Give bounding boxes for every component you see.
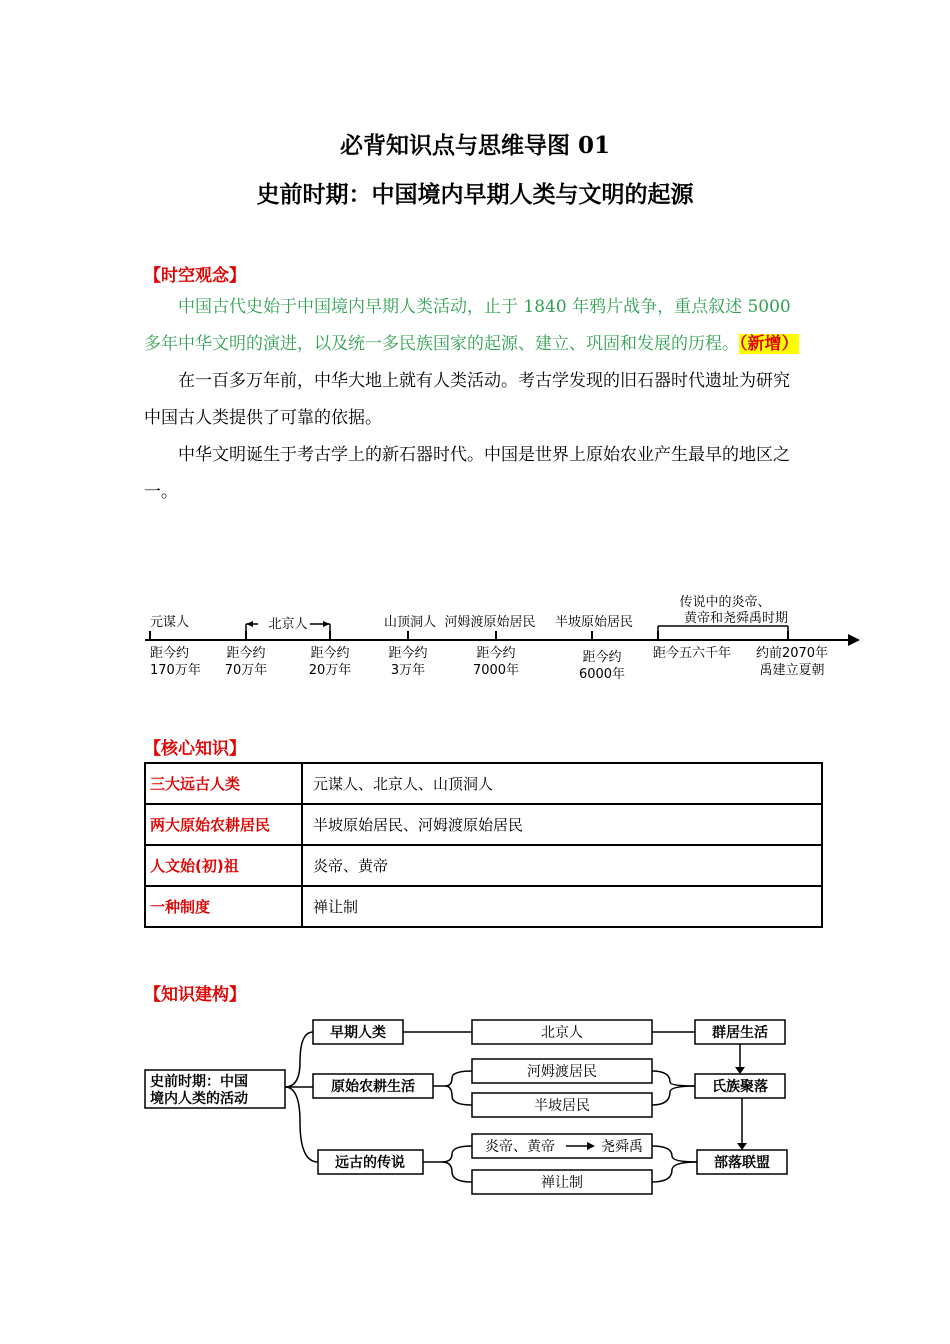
right-3-label: 部落联盟 xyxy=(714,1155,770,1171)
connector xyxy=(433,1071,472,1086)
spacetime-heading: 【时空观念】 xyxy=(144,266,246,286)
core-value: 半坡原始居民、河姆渡原始居民 xyxy=(302,804,822,845)
right-1-label: 群居生活 xyxy=(712,1025,768,1041)
spacetime-paragraphs xyxy=(144,289,806,511)
timeline-diagram xyxy=(140,586,870,686)
date-hemudu-1: 距今约 xyxy=(476,646,516,661)
peking-bracket-arrow-left xyxy=(246,621,253,627)
page-title: 必背知识点与思维导图 01 xyxy=(339,132,610,159)
label-banpo: 半坡原始居民 xyxy=(554,615,634,630)
core-value: 元谋人、北京人、山顶洞人 xyxy=(302,763,822,804)
date-shanding-1: 距今约 xyxy=(388,646,428,661)
date-xia-2: 禹建立夏朝 xyxy=(759,663,825,678)
date-beijing-end-2: 20万年 xyxy=(308,663,352,678)
connector xyxy=(285,1032,313,1087)
table-row xyxy=(145,804,822,845)
leaf-hemudu-label: 河姆渡居民 xyxy=(527,1064,597,1080)
arrow-head xyxy=(587,1142,595,1150)
connector xyxy=(652,1071,695,1086)
core-table xyxy=(144,762,823,928)
connector xyxy=(652,1162,697,1182)
leaf-yao-label: 尧舜禹 xyxy=(601,1139,643,1155)
core-value: 炎帝、黄帝 xyxy=(302,845,822,886)
date-shanding-2: 3万年 xyxy=(390,663,426,678)
connector xyxy=(652,1146,697,1162)
mind-map xyxy=(140,1012,800,1202)
core-key: 人文始(初)祖 xyxy=(145,845,302,886)
label-beijing: 北京人 xyxy=(268,617,308,632)
label-yuanmou: 元谋人 xyxy=(150,615,190,630)
table-row xyxy=(145,886,822,927)
date-beijing-start-2: 70万年 xyxy=(224,663,268,678)
date-banpo-1: 距今约 xyxy=(582,650,622,665)
core-key: 三大远古人类 xyxy=(145,763,302,804)
branch-legend-label: 远古的传说 xyxy=(335,1155,405,1171)
label-hemudu: 河姆渡原始居民 xyxy=(444,615,536,630)
branch-farming-label: 原始农耕生活 xyxy=(331,1079,415,1095)
date-yuanmou-2: 170万年 xyxy=(150,663,201,678)
connector xyxy=(445,1086,472,1105)
core-key: 两大原始农耕居民 xyxy=(145,804,302,845)
new-tag-badge: （新增） xyxy=(739,334,799,354)
date-xia-1: 约前2070年 xyxy=(755,646,829,661)
arrow-head xyxy=(737,1143,747,1150)
leaf-banpo-label: 半坡居民 xyxy=(534,1098,590,1114)
construct-heading: 【知识建构】 xyxy=(144,985,246,1005)
root-label-line1: 史前时期：中国 xyxy=(150,1074,248,1090)
timeline-arrow xyxy=(848,634,860,646)
connector xyxy=(423,1146,472,1162)
core-value: 禅让制 xyxy=(302,886,822,927)
right-2-label: 氏族聚落 xyxy=(712,1079,768,1095)
arrow-head xyxy=(735,1067,745,1074)
paragraph-stone-age: 在一百多万年前，中华大地上就有人类活动。考古学发现的旧石器时代遗址为研究中国古人类提供了可靠的依据。 xyxy=(144,371,790,428)
root-label-line2: 境内人类的活动 xyxy=(150,1091,248,1107)
date-hemudu-2: 7000年 xyxy=(472,663,520,678)
connector xyxy=(442,1162,472,1182)
label-legend-line1: 传说中的炎帝、 xyxy=(679,595,771,610)
table-row xyxy=(145,763,822,804)
date-beijing-end-1: 距今约 xyxy=(310,646,350,661)
paragraph-civilization: 中华文明诞生于考古学上的新石器时代。中国是世界上原始农业产生最早的地区之一。 xyxy=(144,445,790,502)
label-shanding: 山顶洞人 xyxy=(383,615,437,630)
date-legend: 距今五六千年 xyxy=(652,646,732,661)
core-key: 一种制度 xyxy=(145,886,302,927)
page-subtitle: 史前时期：中国境内早期人类与文明的起源 xyxy=(256,181,694,208)
peking-bracket-arrow-right xyxy=(323,621,330,627)
label-legend-line2: 黄帝和尧舜禹时期 xyxy=(683,611,789,626)
table-row xyxy=(145,845,822,886)
leaf-yandi-label: 炎帝、黄帝 xyxy=(485,1139,555,1155)
leaf-shanrang-label: 禅让制 xyxy=(541,1175,583,1191)
spacetime-green-text: 中国古代史始于中国境内早期人类活动，止于 1840 年鸦片战争，重点叙述 5000 多年中华文明的演进，以及统一多民族国家的起源、建立、巩固和发展的历程。 xyxy=(144,297,791,354)
branch-early-label: 早期人类 xyxy=(330,1025,386,1041)
date-banpo-2: 6000年 xyxy=(578,667,626,682)
date-beijing-start-1: 距今约 xyxy=(226,646,266,661)
connector xyxy=(652,1086,695,1105)
leaf-beijing-label: 北京人 xyxy=(541,1025,583,1041)
date-yuanmou-1: 距今约 xyxy=(150,646,190,661)
core-heading: 【核心知识】 xyxy=(144,739,246,759)
